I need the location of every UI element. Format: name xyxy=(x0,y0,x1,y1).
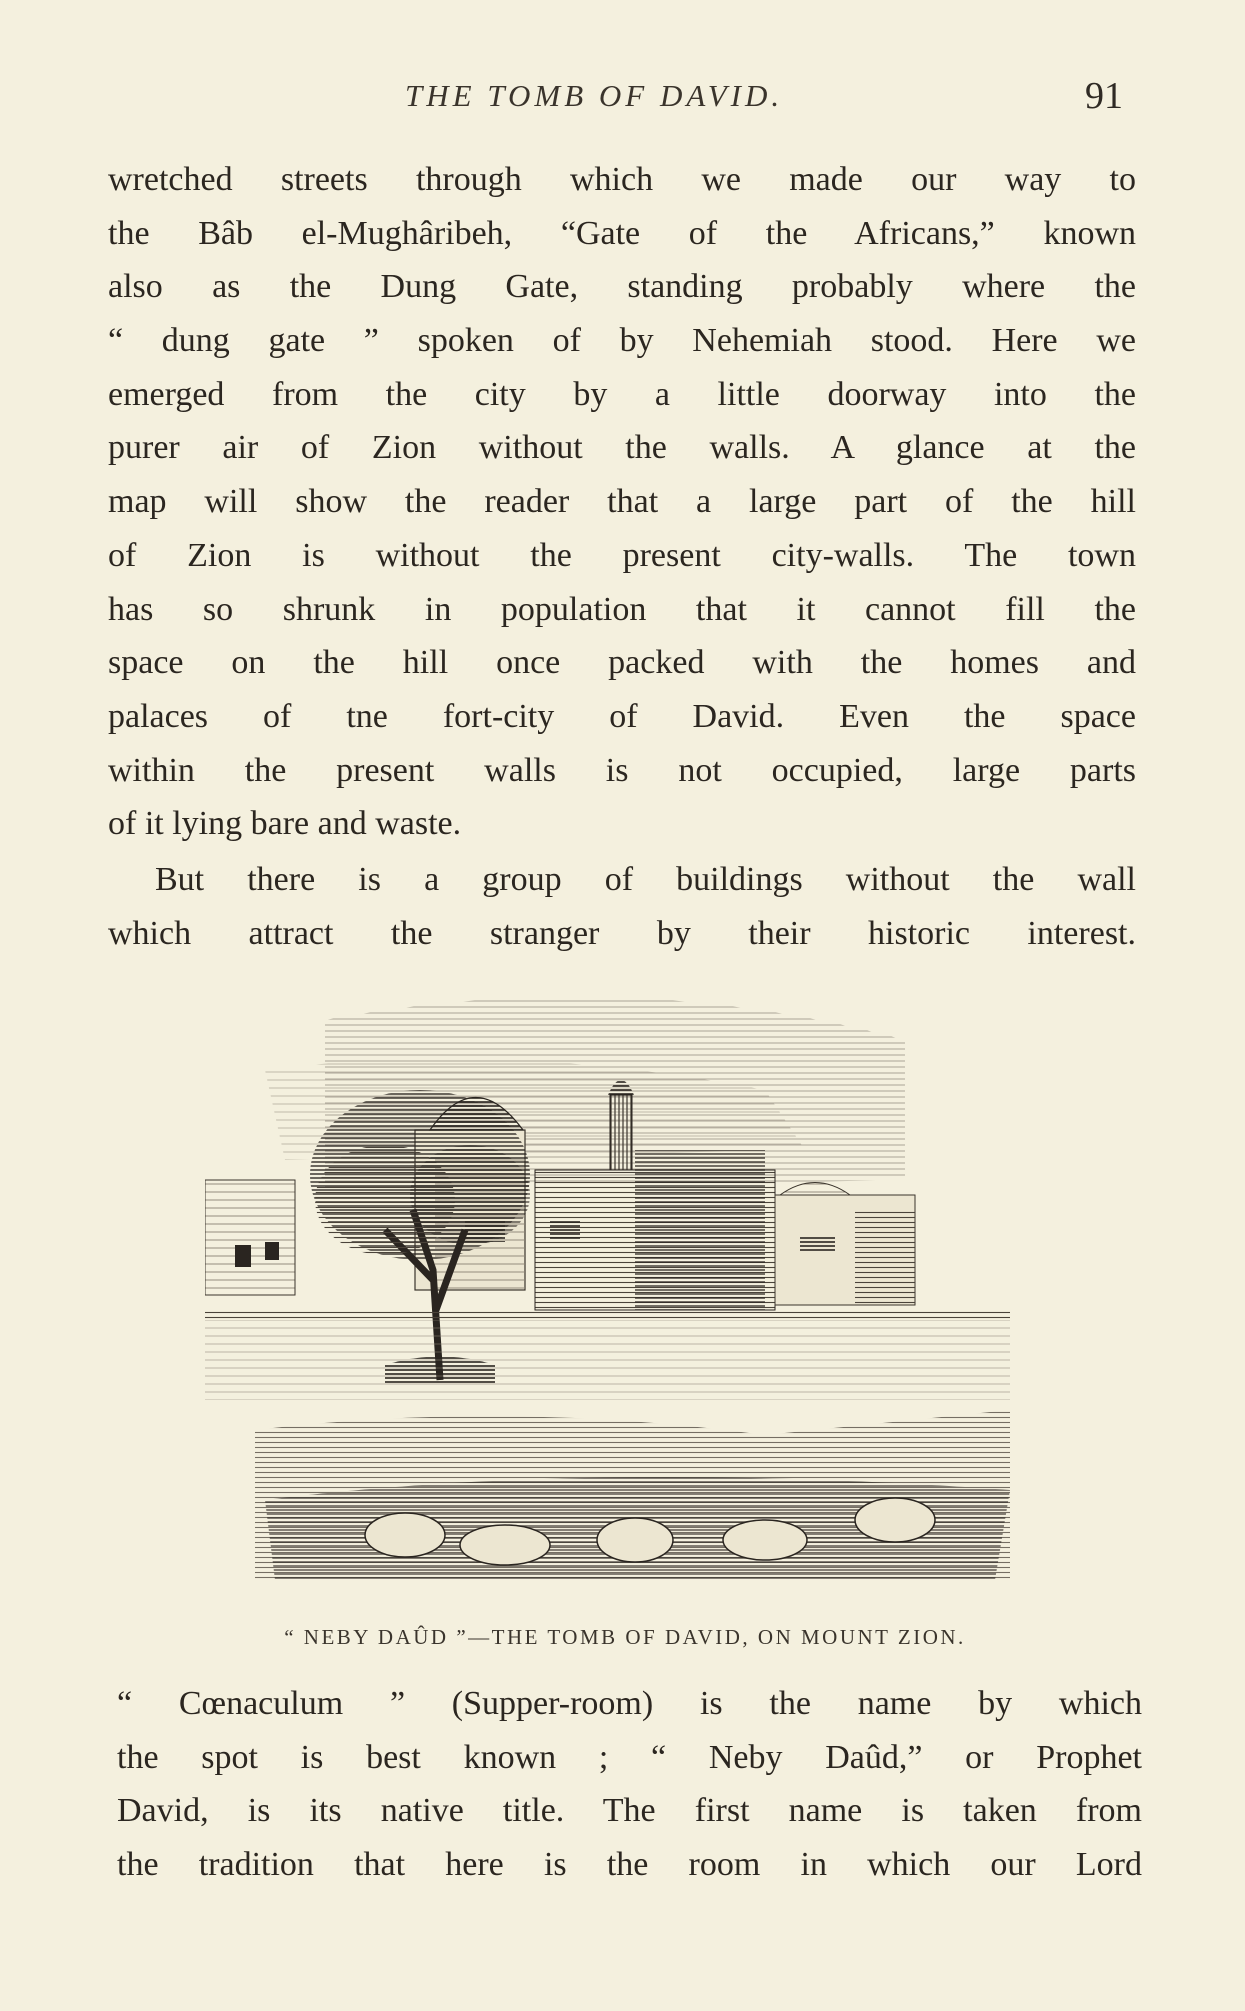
text-line: also as the Dung Gate, standing probably where the xyxy=(108,268,1136,306)
text-line: the Bâb el-Mughâribeh, “Gate of the Africans,” known xyxy=(108,214,1136,252)
text-line: wretched streets through which we made our way to xyxy=(108,161,1136,198)
text-line: But there is a group of buildings without the wall xyxy=(155,861,1136,898)
text-line: of Zion is without the present city-walls. The town xyxy=(108,536,1136,574)
paragraph xyxy=(108,853,1136,960)
running-head: THE TOMB OF DAVID. xyxy=(405,78,784,113)
engraving-illustration xyxy=(205,980,1040,1600)
figure-caption: “ NEBY DAÛD ”—THE TOMB OF DAVID, ON MOUNT ZION. xyxy=(284,1625,966,1649)
text-line: palaces of tne fort-city of David. Even the space xyxy=(108,697,1136,735)
text-line: of it lying bare and waste. xyxy=(108,805,462,843)
page-number: 91 xyxy=(1085,75,1123,117)
text-line: map will show the reader that a large part of the hill xyxy=(108,483,1136,521)
minaret xyxy=(610,1095,632,1170)
text-line: David, is its native title. The first name is taken from xyxy=(117,1792,1142,1830)
text-line: the spot is best known ; “ Neby Daûd,” or Prophet xyxy=(117,1738,1142,1776)
text-line: “ dung gate ” spoken of by Nehemiah stood. Here we xyxy=(108,322,1136,360)
text-line: “ Cœnaculum ” (Supper-room) is the name by which xyxy=(117,1685,1142,1722)
text-line: purer air of Zion without the walls. A glance at the xyxy=(108,429,1136,467)
text-line: within the present walls is not occupied, large parts xyxy=(108,751,1136,789)
text-line: the tradition that here is the room in which our Lord xyxy=(117,1846,1142,1884)
text-line: space on the hill once packed with the homes and xyxy=(108,644,1136,682)
text-line: has so shrunk in population that it cannot fill the xyxy=(108,590,1136,628)
text-line: which attract the stranger by their historic interest. xyxy=(108,914,1136,952)
ground xyxy=(205,1310,1010,1580)
text-line: emerged from the city by a little doorway into the xyxy=(108,375,1136,413)
paragraph xyxy=(117,1677,1142,1892)
paragraph xyxy=(108,153,1136,851)
